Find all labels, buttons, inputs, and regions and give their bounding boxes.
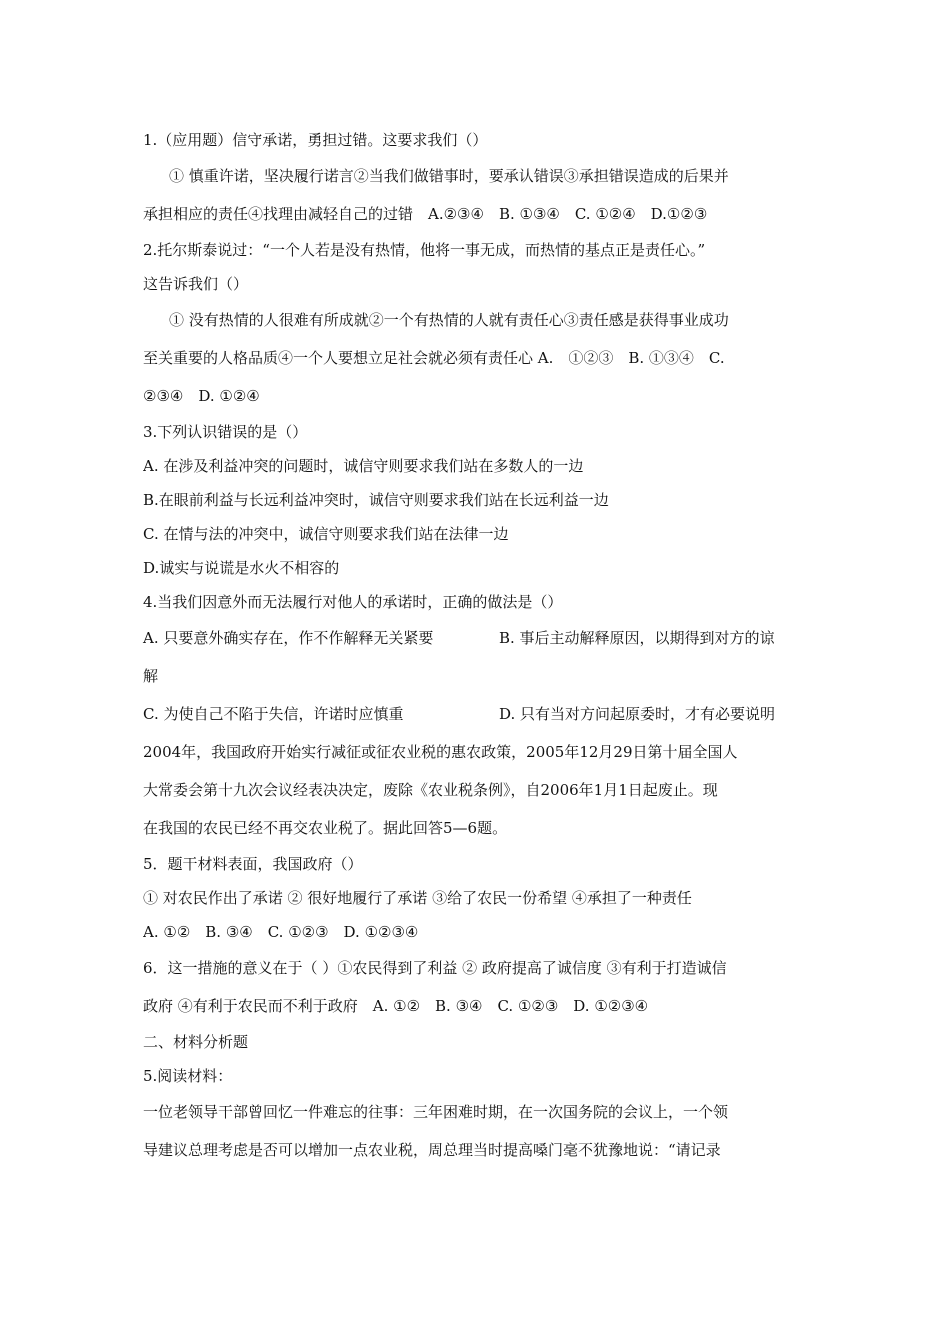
question-6-line-1: 6．这一措施的意义在于（ ）①农民得到了利益 ② 政府提高了诚信度 ③有利于打造诚信	[143, 959, 727, 977]
passage-line-3: 在我国的农民已经不再交农业税了。据此回答5—6题。	[143, 819, 508, 837]
question-2-options-line-2: 至关重要的人格品质④一个人要想立足社会就必须有责任心 A. ①②③ B. ①③④ C.	[143, 349, 725, 367]
question-1-stem: 1.（应用题）信守承诺，勇担过错。这要求我们（）	[143, 131, 488, 149]
question-4-options-ab	[143, 619, 811, 657]
question-5-stem: 5．题干材料表面，我国政府（）	[143, 855, 363, 873]
section-2-material-line-2: 导建议总理考虑是否可以增加一点农业税，周总理当时提高嗓门毫不犹豫地说：“请记录	[143, 1141, 721, 1159]
question-3-stem: 3.下列认识错误的是（）	[143, 423, 308, 441]
question-2-stem-line-2: 这告诉我们（）	[143, 275, 249, 293]
question-3-option-a: A. 在涉及利益冲突的问题时，诚信守则要求我们站在多数人的一边	[143, 457, 584, 475]
question-5-options: ① 对农民作出了承诺 ② 很好地履行了承诺 ③给了农民一份希望 ④承担了一种责任	[143, 889, 692, 907]
question-1-options-line-1: ① 慎重许诺，坚决履行诺言②当我们做错事时，要承认错误③承担错误造成的后果并	[169, 167, 729, 185]
section-2-question-label: 5.阅读材料：	[143, 1067, 233, 1085]
question-4-option-c: C. 为使自己不陷于失信，许诺时应慎重	[143, 705, 404, 723]
question-6-line-2: 政府 ④有利于农民而不利于政府 A. ①② B. ③④ C. ①②③ D. ①②③④	[143, 997, 649, 1015]
question-4-options-cd	[143, 695, 811, 733]
question-1-options-line-2: 承担相应的责任④找理由减轻自己的过错 A.②③④ B. ①③④ C. ①②④ D.①②③	[143, 205, 708, 223]
section-2-heading: 二、材料分析题	[143, 1033, 249, 1051]
question-3-option-d: D.诚实与说谎是水火不相容的	[143, 559, 340, 577]
passage-line-2: 大常委会第十九次会议经表决决定，废除《农业税条例》，自2006年1月1日起废止。现	[143, 781, 718, 799]
question-4-option-b: B. 事后主动解释原因，以期得到对方的谅	[499, 629, 775, 647]
question-2-options-line-1: ① 没有热情的人很难有所成就②一个有热情的人就有责任心③责任感是获得事业成功	[169, 311, 729, 329]
question-4-option-b-continued: 解	[143, 667, 159, 685]
document-body	[143, 123, 811, 1169]
section-2-material-line-1: 一位老领导干部曾回忆一件难忘的往事：三年困难时期，在一次国务院的会议上，一个领	[143, 1103, 729, 1121]
question-4-stem: 4.当我们因意外而无法履行对他人的承诺时，正确的做法是（）	[143, 593, 563, 611]
passage-line-1: 2004年，我国政府开始实行减征或征农业税的惠农政策，2005年12月29日第十届全国人	[143, 743, 738, 761]
question-3-option-b: B.在眼前利益与长远利益冲突时，诚信守则要求我们站在长远利益一边	[143, 491, 609, 509]
question-4-option-d: D. 只有当对方问起原委时，才有必要说明	[499, 705, 776, 723]
question-3-option-c: C. 在情与法的冲突中，诚信守则要求我们站在法律一边	[143, 525, 509, 543]
question-2-options-line-3: ②③④ D. ①②④	[143, 387, 260, 405]
question-4-option-a: A. 只要意外确实存在，作不作解释无关紧要	[143, 629, 434, 647]
question-2-stem-line-1: 2.托尔斯泰说过：“一个人若是没有热情，他将一事无成，而热情的基点正是责任心。”	[143, 241, 706, 259]
question-5-answers: A. ①② B. ③④ C. ①②③ D. ①②③④	[143, 923, 419, 941]
